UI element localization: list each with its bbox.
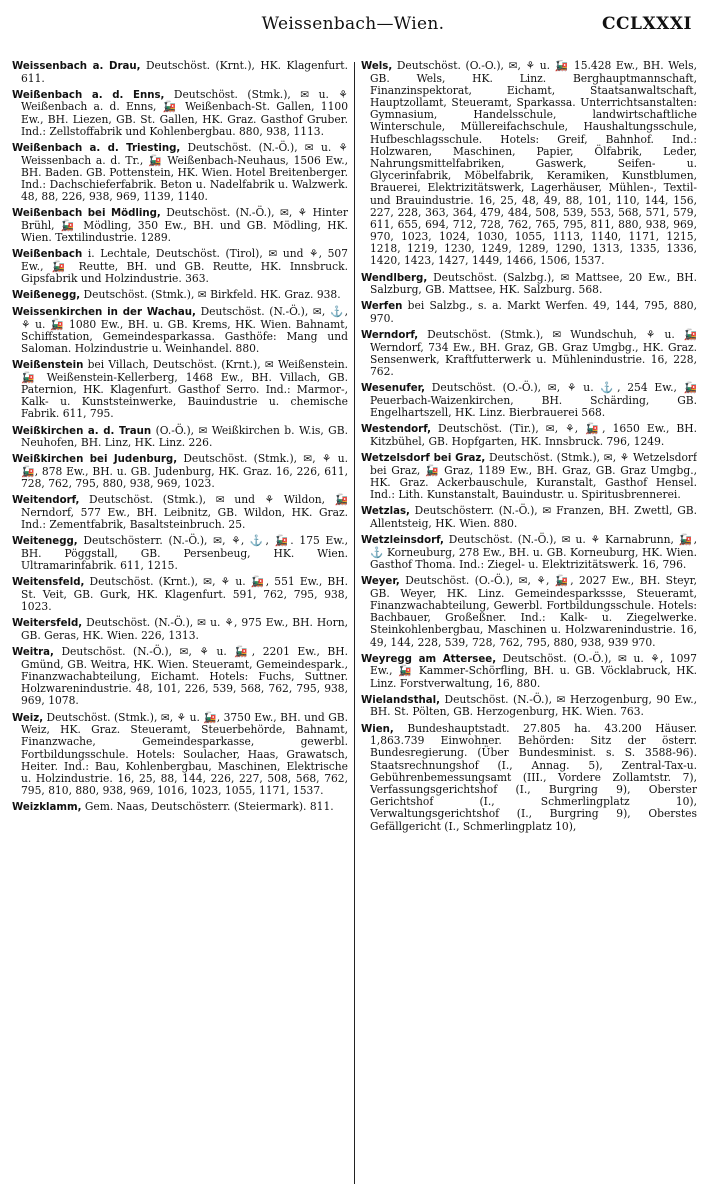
running-title: Weissenbach—Wien. xyxy=(261,14,445,34)
gazetteer-entry xyxy=(12,89,348,138)
entry-text: Deutschösterr. (N.-Ö.), ✉ Franzen, BH. Zwettl, GB. Allentsteig, HK. Wien. 880. xyxy=(370,504,697,531)
entry-text: Deutschöst. (Stmk.), ✉ Wundschuh, ⚘ u. 🚂 Werndorf, 734 Ew., BH. Graz, GB. Graz Umgbg., HK. Graz. Sensenwerk, Kraftfutterwerk u. Mühlenindustrie. 16, 228, 762. xyxy=(370,328,697,379)
gazetteer-entry xyxy=(361,534,697,571)
entry-headword: Weißenbach a. d. Enns, xyxy=(12,89,165,101)
entry-text: Deutschöst. (N.-Ö.), ✉ u. ⚘ Karnabrunn, 🚂, ⚓ Korneuburg, 278 Ew., BH. u. GB. Korneuburg, HK. Wien. Gasthof Thoma. Ind.: Ziegel- u. Elektrizitätswerk. 16, 796. xyxy=(370,533,697,572)
left-column xyxy=(12,60,348,1188)
entry-headword: Weyregg am Attersee, xyxy=(361,653,497,665)
entry-text: Deutschöst. (N.-Ö.), ✉, ⚓, ⚘ u. 🚂 1080 Ew., BH. u. GB. Krems, HK. Wien. Bahnamt, Schiffstation, Gemeindesparkassa. Gasthöfe: Mang und Saloman. Holzindustrie u. Weinhandel. 880. xyxy=(21,305,348,355)
entry-text: Deutschöst. (Krnt.), HK. Klagenfurt. 611. xyxy=(21,60,348,85)
entry-headword: Weitra, xyxy=(12,647,54,659)
entry-headword: Weissenkirchen in der Wachau, xyxy=(12,307,196,318)
page-number: CCLXXXI xyxy=(601,14,692,34)
entry-text: Deutschöst. (Stmk.), ✉, ⚘ Wetzelsdorf bei Graz, 🚂 Graz, 1189 Ew., BH. Graz, GB. Graz Umgbg., HK. Graz. Ackerbauschule, Kuranstalt, Gasthof Hensel. Ind.: Lith. Kunstanstalt, Bauindustr. u. Spiritusbrennerei. xyxy=(370,451,697,502)
entry-text: Deutschöst. (Stmk.), ✉ u. ⚘ Weißenbach a. d. Enns, 🚂 Weißenbach-St. Gallen, 1100 Ew., BH. Liezen, GB. St. Gallen, HK. Graz. Gasthof Gruber. Ind.: Zellstoffabrik und Kohlenbergbau. 880, 938, 1113. xyxy=(21,87,348,138)
entry-text: Deutschöst. (N.-Ö.), ✉ u. ⚘ Weissenbach a. d. Tr., 🚂 Weißenbach-Neuhaus, 1506 Ew., BH. Baden. GB. Pottenstein, HK. Wien. Hotel Breitenberger. Ind.: Dachschieferfabrik. Beton u. Nadelfabrik u. Walzwerk. 48, 88, 226, 938, 969, 1139, 1140. xyxy=(21,141,348,204)
gazetteer-entry xyxy=(12,801,348,814)
gazetteer-entry xyxy=(12,359,348,420)
gazetteer-entry xyxy=(12,576,348,613)
entry-headword: Weißkirchen a. d. Traun xyxy=(12,425,152,437)
entry-text: Deutschöst. (O.-Ö.), ✉ u. ⚘, 1097 Ew., 🚂 Kammer-Schörfling, BH. u. GB. Vöcklabruck, HK. Linz. Forstverwaltung, 16, 880. xyxy=(370,651,697,690)
entry-text: Deutschöst. (N.-Ö.), ✉ Herzogenburg, 90 Ew., BH. St. Pölten, GB. Herzogenburg, HK. Wien. 763. xyxy=(370,692,697,719)
entry-text: Deutschöst. (O.-Ö.), ✉, ⚘ u. ⚓, 254 Ew., 🚂 Peuerbach-Waizenkirchen, BH. Schärding, GB. Engelhartszell, HK. Linz. Bierbrauerei 568. xyxy=(370,381,697,420)
entry-headword: Wendlberg, xyxy=(361,272,428,284)
entry-headword: Weitenegg, xyxy=(12,536,78,548)
gazetteer-entry xyxy=(12,712,348,798)
gazetteer-entry xyxy=(361,653,697,690)
entry-headword: Wesenufer, xyxy=(361,383,425,395)
entry-text: Deutschöst. (N.-Ö.), ✉, ⚘ u. 🚂, 2201 Ew., BH. Gmünd, GB. Weitra, HK. Wien. Steueramt, Gemeindespark., Finanzwachabteilung, Eichamt. Hotels: Fuchs, Suttner. Holzwarenindustrie. 48, 101, 226, 539, 568, 762, 795, 938, 969, 1078. xyxy=(21,645,348,708)
gazetteer-entry xyxy=(361,382,697,419)
entry-text: Deutschöst. (Stmk.), ✉ Birkfeld. HK. Graz. 938. xyxy=(83,288,341,302)
entry-headword: Weißenstein xyxy=(12,360,84,372)
entry-text: Bundeshauptstadt. 27.805 ha. 43.200 Häuser. 1,863.739 Einwohner. Behörden: Sitz der österr. Bundesregierung. (Über Bundesminist. s. S. 3588-96). Staatsrechnungshof (I., Annag. 5), Zentral-Tax-u. Gebührenbemessungsamt (III., Vordere Zollamtstr. 7), Verfassungsgerichtshof (I., Burgring 9), Oberster Gerichtshof (I., Schmerlingplatz 10), Verwaltungsgerichtshof (I., Burgring 9), Oberstes Gefällgericht (I., Schmerlingplatz 10), xyxy=(370,721,697,833)
gazetteer-entry xyxy=(12,289,348,302)
gazetteer-entry xyxy=(12,306,348,355)
entry-headword: Weißkirchen bei Judenburg, xyxy=(12,454,178,466)
entry-headword: Werndorf, xyxy=(361,330,419,342)
entry-headword: Weiz, xyxy=(12,712,44,724)
entry-text: Deutschöst. (N.-Ö.), ✉, ⚘ Hinter Brühl, 🚂 Mödling, 350 Ew., BH. und GB. Mödling, HK. Wien. Textilindustrie. 1289. xyxy=(21,206,348,245)
entry-text: Deutschöst. (O.-Ö.), ✉, ⚘ u. 🚂 15.428 Ew., BH. Wels, GB. Wels, HK. Linz. Berghauptmannschaft, Finanzinspektorat, Eichamt, Staatsanwaltschaft, Hauptzollamt, Steueramt, Sparkassa. Unterrichtsanstalten: Gymnasium, Handelsschule, landwirtschaftliche Winterschule, Müllereifachschule, Haushaltungsschule, Hufbeschlagsschule. Hotels: Greif, Bahnhof. Ind.: Holzwaren, Maschinen, Papier, Ölfabrik, Leder, Nahrungsmittelfabriken, Gaswerk, Seifen- u. Glycerinfabrik, Möbelfabrik, Keramiken, Kunstblumen, Brauerei, Elektrizitätswerk, Lagerhäuser, Mühlen-, Textil- und Brauindustrie. 16, 25, 48, 49, 88, 101, 110, 144, 156, 227, 228, 363, 364, 479, 484, 508, 539, 553, 568, 571, 579, 611, 655, 694, 712, 728, 762, 765, 795, 811, 880, 938, 969, 970, 1023, 1024, 1030, 1055, 1113, 1140, 1171, 1215, 1218, 1219, 1230, 1249, 1289, 1290, 1313, 1335, 1336, 1420, 1423, 1427, 1449, 1466, 1506, 1537. xyxy=(370,60,697,268)
gazetteer-entry xyxy=(361,60,697,268)
gazetteer-entry xyxy=(12,142,348,203)
gazetteer-entry xyxy=(12,646,348,707)
page-header xyxy=(0,14,706,42)
entry-text: Deutschöst. (Stmk.), ✉, ⚘ u. 🚂, 3750 Ew., BH. und GB. Weiz, HK. Graz. Steueramt, Steuerbehörde, Bahnamt, Finanzwache, Gemeindesparkasse, gewerbl. Fortbildungsschule. Hotels: Soulacher, Haas, Grawatsch, Heiter. Ind.: Bau, Kohlenbergbau, Maschinen, Elektrische u. Holzindustrie. 16, 25, 88, 144, 226, 227, 508, 568, 762, 795, 810, 880, 938, 969, 1016, 1023, 1055, 1171, 1537. xyxy=(21,710,348,798)
entry-text: Deutschöst. (Salzbg.), ✉ Mattsee, 20 Ew., BH. Salzburg, GB. Mattsee, HK. Salzburg. 568. xyxy=(370,270,697,297)
entry-headword: Wetzlas, xyxy=(361,506,410,518)
entry-text: Deutschöst. (Tir.), ✉, ⚘, 🚂, 1650 Ew., BH. Kitzbühel, GB. Hopfgarten, HK. Innsbruck. 796, 1249. xyxy=(370,422,697,449)
entry-headword: Weißenbach bei Mödling, xyxy=(12,208,161,220)
gazetteer-entry xyxy=(361,694,697,719)
entry-text: Deutschöst. (N.-Ö.), ✉ u. ⚘, 975 Ew., BH. Horn, GB. Geras, HK. Wien. 226, 1313. xyxy=(21,616,348,642)
entry-text: Gem. Naas, Deutschösterr. (Steiermark). 811. xyxy=(84,800,334,814)
gazetteer-entry xyxy=(361,272,697,297)
entry-text: Deutschöst. (Stmk.), ✉ und ⚘ Wildon, 🚂 Nerndorf, 577 Ew., BH. Leibnitz, GB. Wildon, HK. Graz. Ind.: Zementfabrik, Basaltsteinbruch. 25. xyxy=(21,493,348,532)
entry-headword: Werfen xyxy=(361,301,403,313)
gazetteer-entry xyxy=(12,453,348,490)
gazetteer-entry xyxy=(361,329,697,378)
column-divider xyxy=(354,62,355,1184)
entry-text: Deutschöst. (Krnt.), ✉, ⚘ u. 🚂, 551 Ew., BH. St. Veit, GB. Gurk, HK. Klagenfurt. 591, 762, 795, 938, 1023. xyxy=(21,575,348,614)
gazetteer-entry xyxy=(12,494,348,531)
entry-headword: Weyer, xyxy=(361,576,400,588)
entry-headword: Weitersfeld, xyxy=(12,618,83,630)
gazetteer-entry xyxy=(12,617,348,642)
entry-headword: Weißenbach a. d. Triesting, xyxy=(12,143,181,154)
gazetteer-entry xyxy=(12,60,348,85)
entry-headword: Wielandsthal, xyxy=(361,694,440,706)
entry-headword: Weizklamm, xyxy=(12,802,82,814)
right-column xyxy=(361,60,697,1188)
entry-headword: Weissenbach a. Drau, xyxy=(12,61,141,72)
entry-text: Deutschöst. (Stmk.), ✉, ⚘ u. 🚂, 878 Ew., BH. u. GB. Judenburg, HK. Graz. 16, 226, 611, 728, 762, 795, 880, 938, 969, 1023. xyxy=(21,452,348,491)
entry-headword: Wien, xyxy=(361,723,394,735)
entry-headword: Wetzelsdorf bei Graz, xyxy=(361,453,486,465)
gazetteer-entry xyxy=(12,248,348,285)
entry-headword: Weißenegg, xyxy=(12,290,81,302)
gazetteer-entry xyxy=(361,452,697,501)
gazetteer-entry xyxy=(12,425,348,450)
entry-text: bei Villach, Deutschöst. (Krnt.), ✉ Weißenstein. 🚂 Weißenstein-Kellerberg, 1468 Ew., BH. Villach, GB. Paternion, HK. Klagenfurt. Gasthof Serro. Ind.: Marmor-, Kalk- u. Kunststeinwerke, Bauindustrie u. chemische Fabrik. 611, 795. xyxy=(21,358,348,421)
gazetteer-entry xyxy=(361,300,697,325)
entry-headword: Wels, xyxy=(361,61,393,72)
entry-text: Deutschösterr. (N.-Ö.), ✉, ⚘, ⚓, 🚂. 175 Ew., BH. Pöggstall, GB. Persenbeug, HK. Wien. Ultramarinfabrik. 611, 1215. xyxy=(21,534,348,573)
entry-headword: Weitendorf, xyxy=(12,495,80,507)
gazetteer-entry xyxy=(361,423,697,448)
gazetteer-entry xyxy=(361,723,697,833)
entry-text: bei Salzbg., s. a. Markt Werfen. 49, 144, 795, 880, 970. xyxy=(370,299,697,326)
entry-headword: Wetzleinsdorf, xyxy=(361,535,444,547)
entry-headword: Westendorf, xyxy=(361,424,431,436)
gazetteer-entry xyxy=(12,535,348,572)
gazetteer-entry xyxy=(361,575,697,649)
gazetteer-entry xyxy=(12,207,348,244)
entry-headword: Weitensfeld, xyxy=(12,577,85,589)
gazetteer-entry xyxy=(361,505,697,530)
entry-text: (O.-Ö.), ✉ Weißkirchen b. W.is, GB. Neuhofen, BH. Linz, HK. Linz. 226. xyxy=(21,423,348,450)
entry-text: i. Lechtale, Deutschöst. (Tirol), ✉ und ⚘, 507 Ew., 🚂 Reutte, BH. und GB. Reutte, HK. Innsbruck. Gipsfabrik und Holzindustrie. 363. xyxy=(21,247,348,286)
entry-text: Deutschöst. (O.-Ö.), ✉, ⚘, 🚂, 2027 Ew., BH. Steyr, GB. Weyer, HK. Linz. Gemeindesparkssse, Steueramt, Finanzwachabteilung, Gewerbl. Fortbildungsschule. Hotels: Bachbauer, Großeßner. Ind.: Kalk- u. Ziegelwerke. Steinkohlenbergbau, Maschinen u. Holzwarenindustrie. 16, 49, 144, 228, 539, 728, 762, 795, 880, 938, 939 970. xyxy=(370,574,697,649)
entry-headword: Weißenbach xyxy=(12,249,83,261)
